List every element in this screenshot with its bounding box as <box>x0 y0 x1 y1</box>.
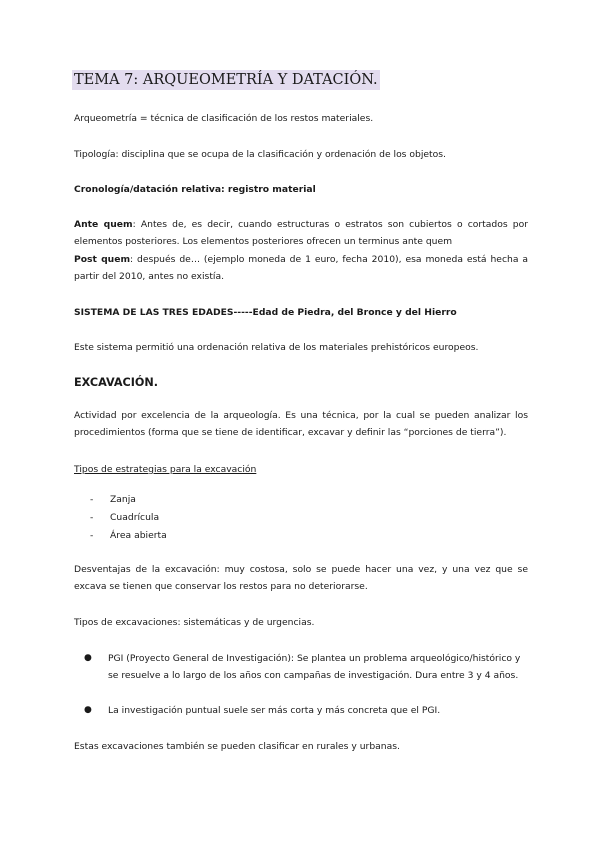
document-title: TEMA 7: ARQUEOMETRÍA Y DATACIÓN. <box>74 72 378 88</box>
list-item <box>84 702 528 719</box>
ante-quem-paragraph <box>74 216 528 250</box>
sistema-tres-edades <box>74 304 528 321</box>
estrategias-title <box>74 461 528 478</box>
ante-quem-label: Ante quem <box>74 219 133 230</box>
list-item <box>90 491 136 508</box>
list-item <box>90 509 159 526</box>
post-quem-label: Post quem <box>74 254 131 265</box>
sistema-description: Este sistema permitió una ordenación relativa de los materiales prehistóricos europeos. <box>74 342 479 353</box>
estrategia-cuadricula: Cuadrícula <box>110 512 160 523</box>
bullet-icon: ● <box>84 653 92 663</box>
investigacion-puntual-text: La investigación puntual suele ser más corta y más concreta que el PGI. <box>108 705 441 716</box>
list-item <box>90 527 167 544</box>
post-quem-text: : después de… (ejemplo moneda de 1 euro, fecha 2010), esa moneda está hecha a partir del 2010, antes no existía. <box>74 254 528 282</box>
post-quem-paragraph <box>74 251 528 285</box>
sistema-text: SISTEMA DE LAS TRES EDADES-----Edad de Piedra, del Bronce y del Hierro <box>74 307 457 318</box>
list-item <box>84 650 528 684</box>
bullet-icon: ● <box>84 705 92 715</box>
dash-marker: - <box>90 530 94 541</box>
estrategias-title-text: Tipos de estrategias para la excavación <box>74 464 257 475</box>
pgi-text: PGI (Proyecto General de Investigación): Se plantea un problema arqueológico/histórico y se resuelve a lo largo de los años con campañas de investigación. Dura entre 3 y 4 años. <box>108 653 521 681</box>
dash-marker: - <box>90 512 94 523</box>
estrategia-zanja: Zanja <box>110 494 136 505</box>
tipos-excavaciones: Tipos de excavaciones: sistemáticas y de urgencias. <box>74 617 315 628</box>
estrategia-area-abierta: Área abierta <box>110 530 167 541</box>
ante-quem-text: : Antes de, es decir, cuando estructuras o estratos son cubiertos o cortados por elementos posteriores. Los elementos posteriores ofrecen un terminus ante quem <box>74 219 528 247</box>
excavacion-description: Actividad por excelencia de la arqueología. Es una técnica, por la cual se pueden analizar los procedimientos (forma que se tiene de identificar, excavar y definir las “porciones de tierra”). <box>74 410 528 438</box>
excavacion-heading: EXCAVACIÓN. <box>74 376 159 389</box>
cronologia-text: Cronología/datación relativa: registro material <box>74 184 316 195</box>
arqueometria-definition: Arqueometría = técnica de clasificación de los restos materiales. <box>74 113 374 124</box>
desventajas-paragraph: Desventajas de la excavación: muy costosa, solo se puede hacer una vez, y una vez que se excava se tienen que conservar los restos para no deteriorarse. <box>74 564 528 592</box>
clasificacion-rurales-urbanas: Estas excavaciones también se pueden clasificar en rurales y urbanas. <box>74 741 400 752</box>
tipologia-definition: Tipología: disciplina que se ocupa de la clasificación y ordenación de los objetos. <box>74 149 446 160</box>
cronologia-heading <box>74 181 528 198</box>
dash-marker: - <box>90 494 94 505</box>
